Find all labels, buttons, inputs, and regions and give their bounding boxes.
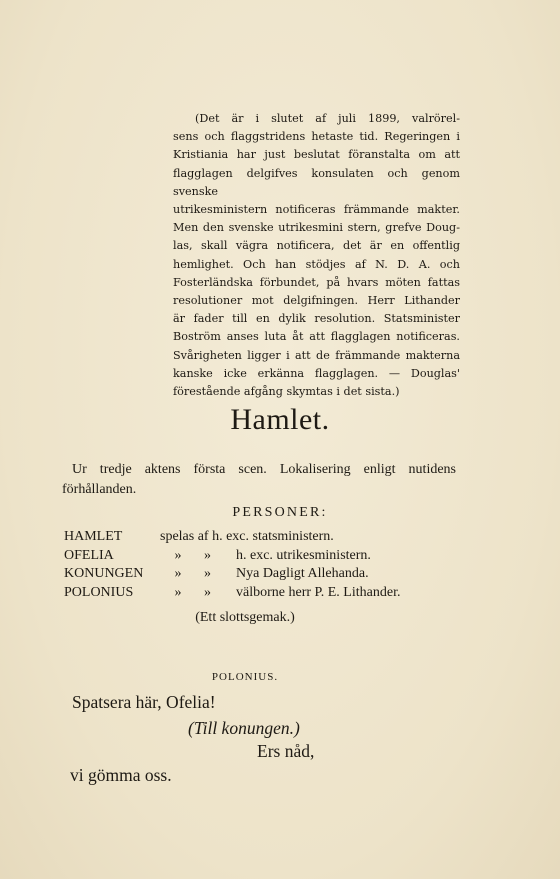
stage-aside: (Till konungen.) <box>188 718 300 738</box>
scene-note <box>62 460 456 500</box>
ditto-mark: » <box>174 566 182 581</box>
cast-row <box>64 548 484 567</box>
intro-line: (Det är i slutet af juli 1899, valrörel- <box>195 112 460 125</box>
cast-row <box>64 585 484 604</box>
cast-role: OFELIA <box>64 547 114 563</box>
personer-heading: PERSONER: <box>232 505 328 520</box>
intro-line: utrikesministern notificeras främmande makter. <box>173 203 460 217</box>
intro-line: hemlighet. Och han stödjes af N. D. A. och <box>173 257 460 271</box>
cast-role: HAMLET <box>64 529 123 544</box>
intro-line: flagglagen delgifves konsulaten och genom svenske <box>173 166 460 198</box>
cast-row <box>64 529 484 548</box>
ditto-mark: » <box>174 547 182 563</box>
cast-desc: välborne herr P. E. Lithander. <box>236 584 401 600</box>
intro-line: Boström anses luta åt att flagglagen notificeras. <box>173 330 460 344</box>
cast-desc: spelas af h. exc. statsministern. <box>160 529 334 544</box>
intro-line: Kristiania har just beslutat föranstalta om att <box>173 148 460 162</box>
intro-line: kanske icke erkänna flagglagen. — Douglas' <box>173 366 460 380</box>
cast-desc-cell <box>196 566 484 585</box>
play-title: Hamlet. <box>230 403 330 436</box>
intro-line: är fader till en dylik resolution. Statsminister <box>173 312 460 326</box>
cast-desc: Nya Dagligt Allehanda. <box>236 566 369 581</box>
cast-row <box>64 566 484 585</box>
cast-role: KONUNGEN <box>64 566 144 581</box>
cast-list <box>64 529 484 603</box>
ditto-mark: » <box>204 566 211 581</box>
cast-desc-cell <box>196 548 484 567</box>
intro-line: Men den svenske utrikesmini stern, grefve Doug- <box>173 221 460 235</box>
scene-note-text: Ur tredje aktens första scen. Lokalisering enligt nutidens förhållanden. <box>62 462 456 497</box>
intro-line: las, skall vägra notificera, det är en offentlig <box>173 239 460 253</box>
cast-role: POLONIUS <box>64 584 134 600</box>
intro-line: förestående afgång skymtas i det sista.) <box>173 385 400 399</box>
intro-line: sens och flaggstridens hetaste tid. Regeringen i <box>173 130 460 144</box>
cast-desc: h. exc. utrikesministern. <box>236 547 371 563</box>
verse-line: Spatsera här, Ofelia! <box>72 692 216 712</box>
intro-line: Svårigheten ligger i att de främmande makterna <box>173 348 460 362</box>
ditto-mark: » <box>204 547 211 563</box>
intro-paragraph <box>173 110 460 401</box>
cast-desc-cell <box>196 585 484 604</box>
intro-line: resolutioner mot delgifningen. Herr Lithander <box>173 294 460 308</box>
verse-line: vi gömma oss. <box>70 765 172 785</box>
ditto-mark: » <box>204 584 211 600</box>
ditto-mark: » <box>174 584 182 600</box>
intro-line: Fosterländska förbundet, på hvars möten fattas <box>173 275 460 289</box>
stage-direction: (Ett slottsgemak.) <box>195 610 295 625</box>
speaker-name: POLONIUS. <box>211 671 279 683</box>
verse-line: Ers nåd, <box>257 741 315 761</box>
